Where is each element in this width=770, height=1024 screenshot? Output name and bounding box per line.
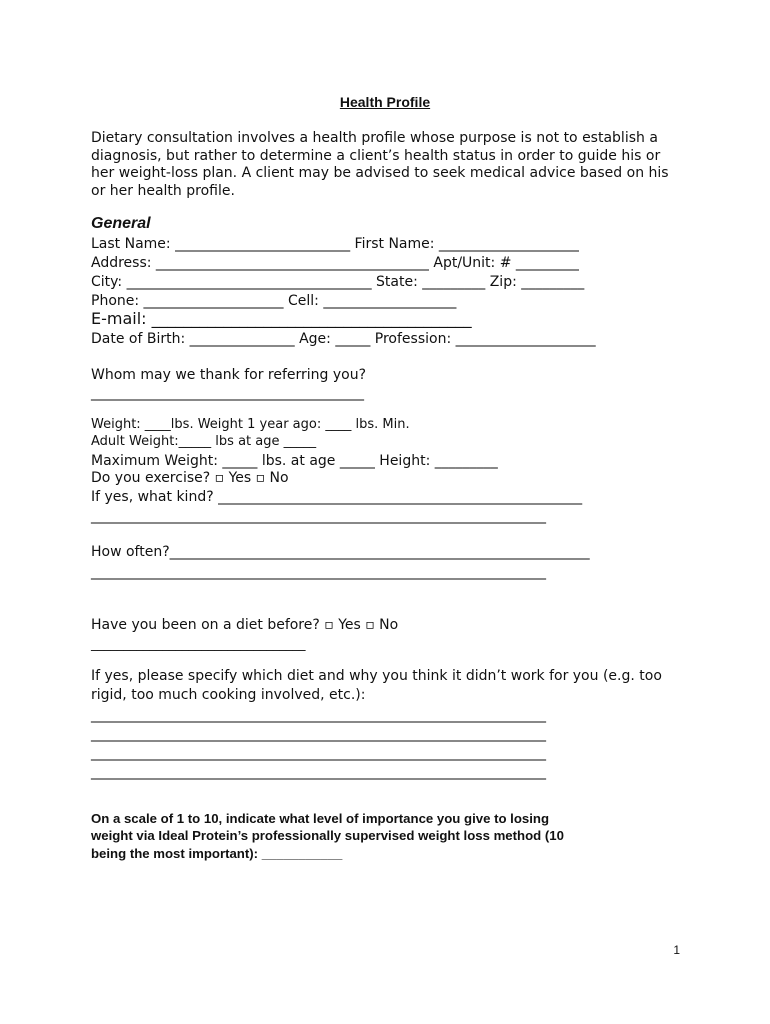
diet-answer-field[interactable]: _________________________________: [91, 637, 306, 652]
maximum-weight-field-line[interactable]: Maximum Weight: _____ lbs. at age _____ Height: _________: [91, 453, 498, 469]
how-often-extra-field[interactable]: _________________________________________________________________: [91, 564, 546, 580]
intro-line-1: Dietary consultation involves a health profile whose purpose is not to establish a: [91, 130, 658, 146]
diet-specify-line-2: rigid, too much cooking involved, etc.):: [91, 687, 366, 703]
intro-line-4: or her health profile.: [91, 183, 235, 199]
general-heading: General: [91, 215, 151, 232]
intro-line-2: diagnosis, but rather to determine a client’s health status in order to guide his or: [91, 148, 661, 164]
city-field-line[interactable]: City: ___________________________________ State: _________ Zip: _________: [91, 274, 585, 290]
diet-answer-line-2[interactable]: _________________________________________________________________: [91, 726, 546, 742]
address-field-line[interactable]: Address: _______________________________________ Apt/Unit: # _________: [91, 255, 579, 271]
exercise-checkbox-line[interactable]: Do you exercise? ▫ Yes ▫ No: [91, 470, 289, 486]
page-title: Health Profile: [339, 94, 431, 110]
exercise-kind-field[interactable]: If yes, what kind? ____________________________________________________: [91, 489, 583, 505]
name-field-line[interactable]: Last Name: _________________________ First Name: ____________________: [91, 236, 579, 252]
diet-answer-line-1[interactable]: _________________________________________________________________: [91, 707, 546, 723]
intro-line-3: her weight-loss plan. A client may be advised to seek medical advice based on his: [91, 165, 669, 181]
referral-field[interactable]: _______________________________________: [91, 385, 364, 401]
phone-field-line[interactable]: Phone: ____________________ Cell: ___________________: [91, 293, 457, 309]
exercise-kind-extra-field[interactable]: _________________________________________________________________: [91, 508, 546, 524]
page-number: 1: [673, 943, 680, 957]
scale-question-field[interactable]: being the most important): ___________: [91, 846, 343, 861]
email-field-line[interactable]: E-mail: ________________________________________: [91, 309, 472, 328]
weight-field-line[interactable]: Weight: ____lbs. Weight 1 year ago: ____ lbs. Min.: [91, 417, 410, 432]
adult-weight-field-line[interactable]: Adult Weight:_____ lbs at age _____: [91, 434, 317, 449]
referral-question: Whom may we thank for referring you?: [91, 367, 367, 383]
diet-specify-line-1: If yes, please specify which diet and why you think it didn’t work for you (e.g. too: [91, 668, 662, 684]
scale-question-line-1: On a scale of 1 to 10, indicate what level of importance you give to losing: [91, 811, 550, 826]
how-often-field[interactable]: How often?____________________________________________________________: [91, 544, 590, 560]
dob-field-line[interactable]: Date of Birth: _______________ Age: _____ Profession: ____________________: [91, 331, 596, 347]
scale-question-line-2: weight via Ideal Protein’s professionally supervised weight loss method (10: [91, 828, 564, 843]
diet-question[interactable]: Have you been on a diet before? ▫ Yes ▫ No: [91, 617, 399, 633]
diet-answer-line-4[interactable]: _________________________________________________________________: [91, 764, 546, 780]
diet-answer-line-3[interactable]: _________________________________________________________________: [91, 745, 546, 761]
